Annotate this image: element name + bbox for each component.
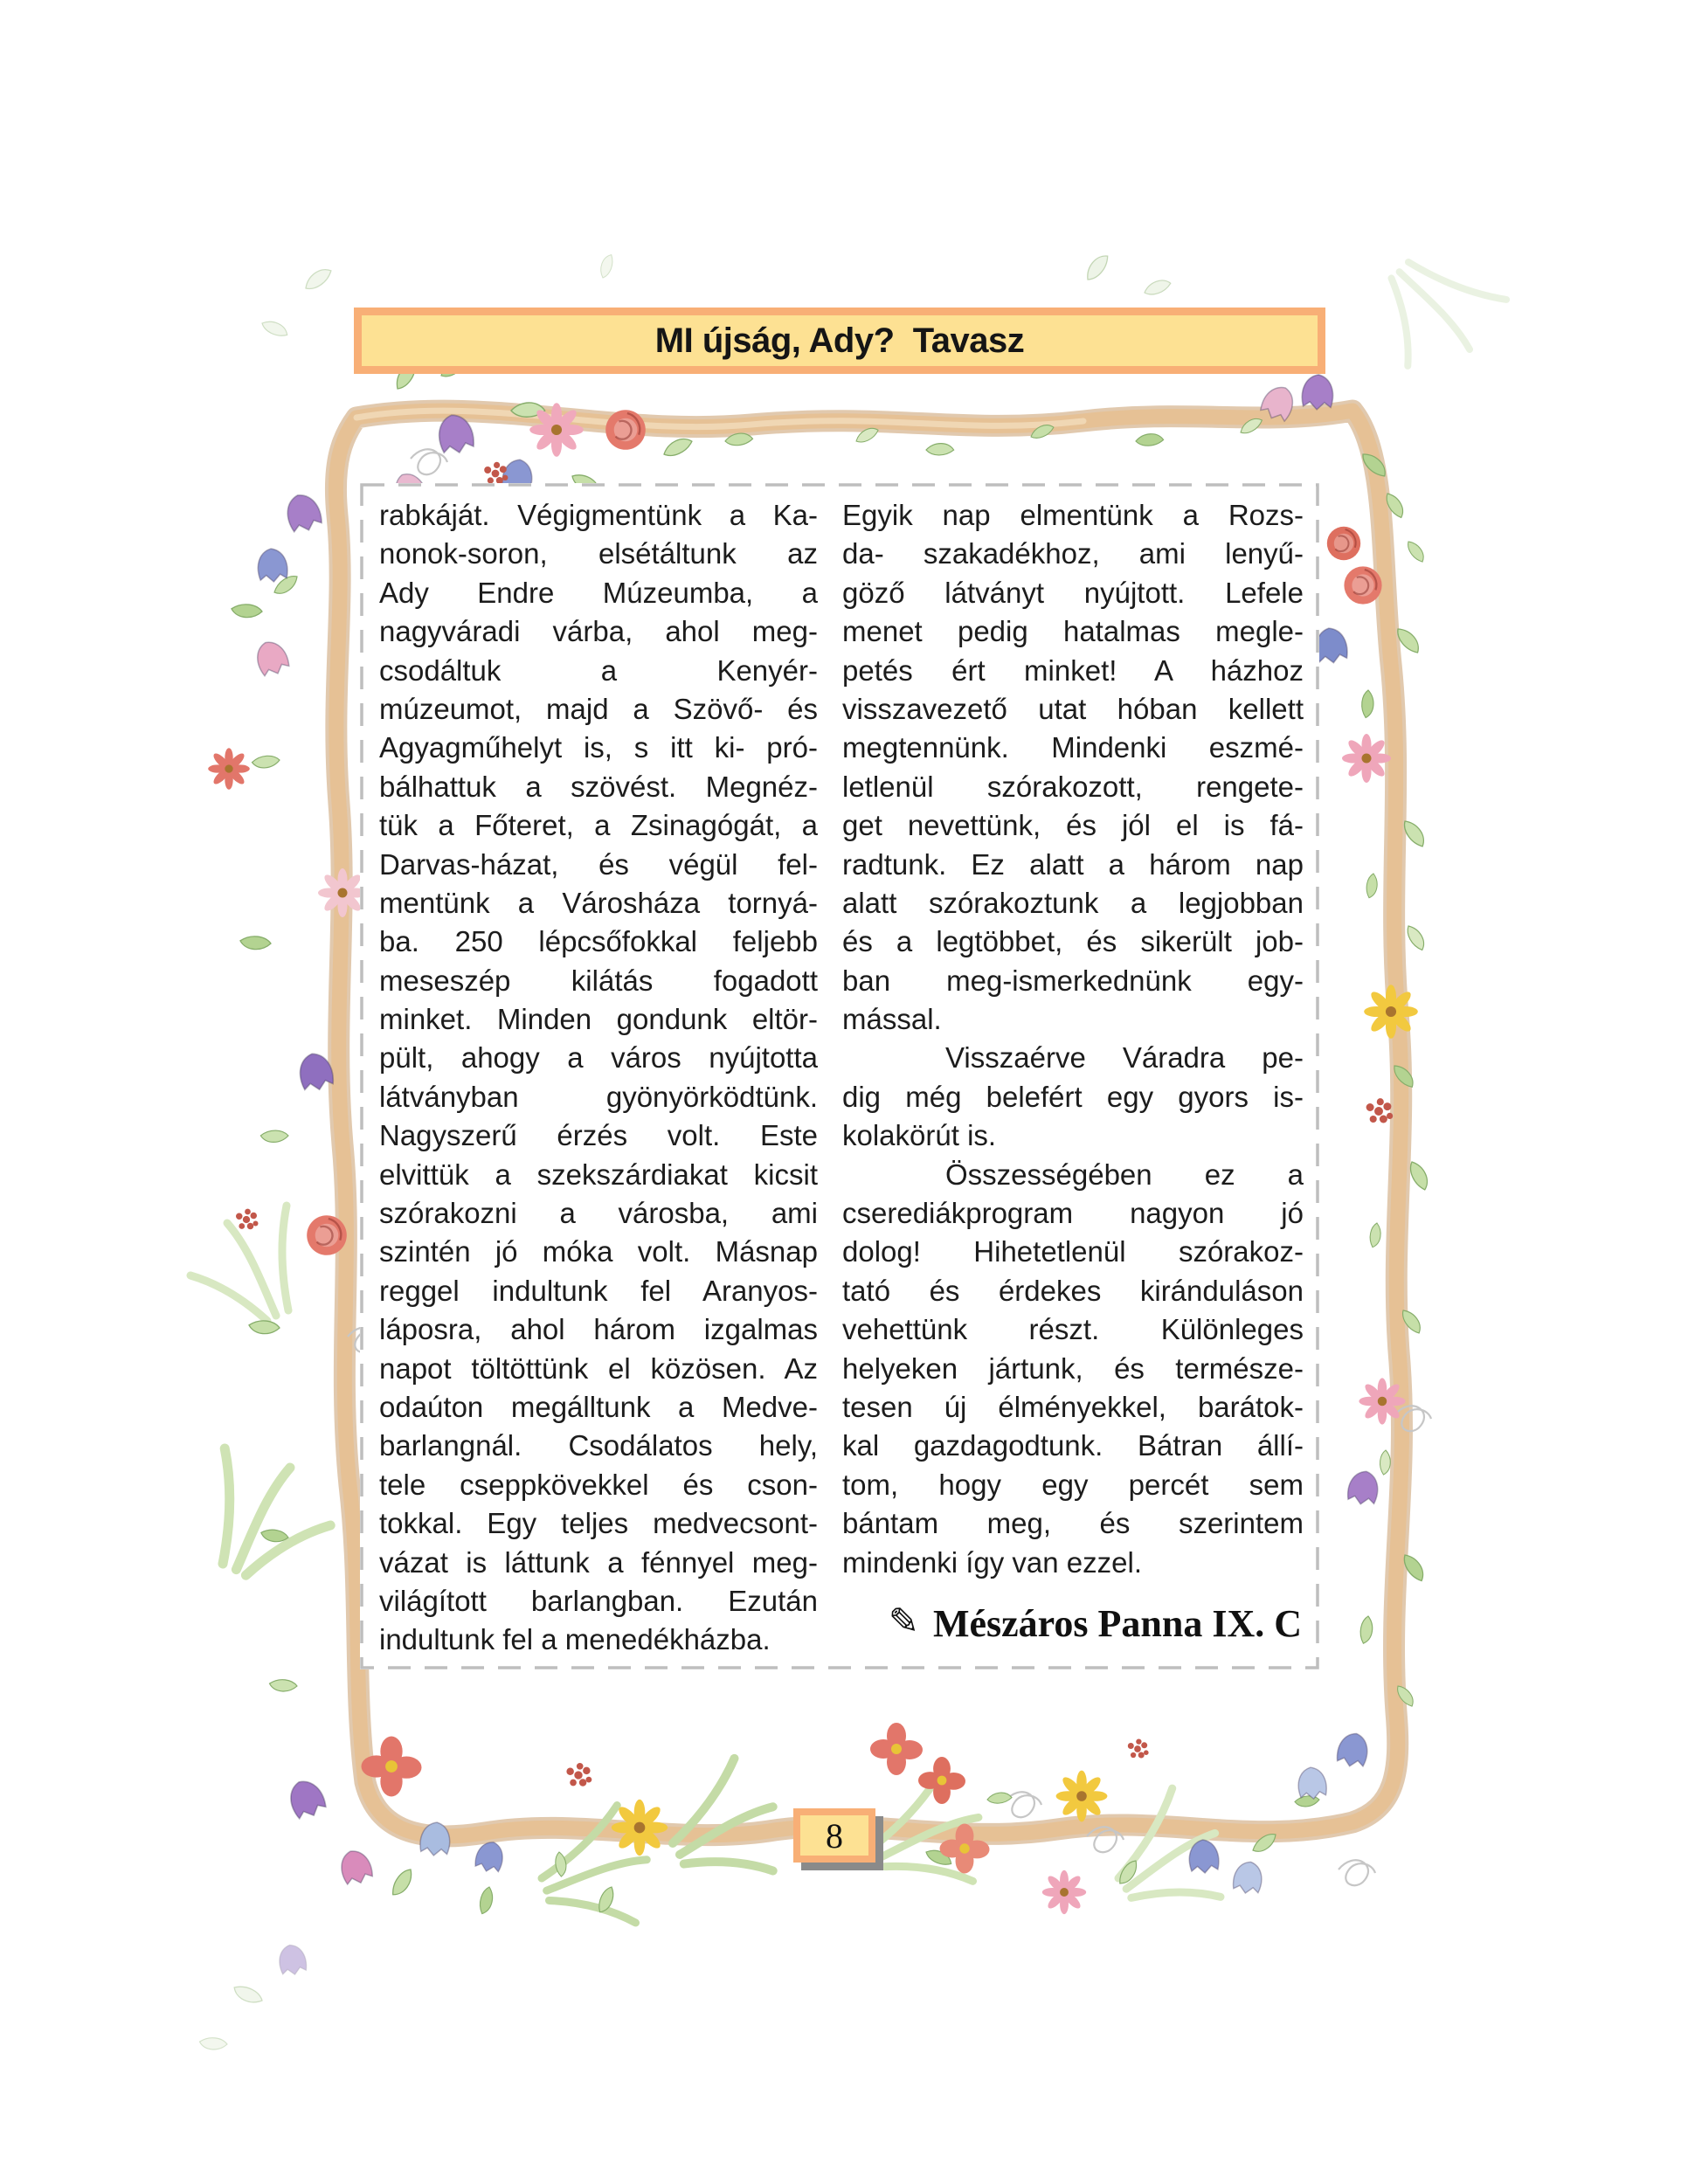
text-line: tele cseppkövekkel és cson- xyxy=(379,1468,818,1501)
text-line: tató és érdekes kiránduláson xyxy=(842,1274,1304,1307)
text-line: szórakozni a városba, ami xyxy=(379,1197,818,1230)
text-line: Visszaérve Váradra pe- xyxy=(945,1041,1304,1075)
text-line: mindenki így van ezzel. xyxy=(842,1545,1143,1579)
text-line: napot töltöttünk el közösen. Az xyxy=(379,1351,818,1385)
text-line: menet pedig hatalmas megle- xyxy=(842,615,1304,648)
text-line: világított barlangban. Ezután xyxy=(379,1584,818,1617)
article-column-right xyxy=(842,496,1304,1669)
text-line: tesen új élményekkel, barátok- xyxy=(842,1390,1304,1423)
text-line: letlenül szórakozott, rengete- xyxy=(842,770,1304,803)
text-line: Egyik nap elmentünk a Rozs- xyxy=(842,499,1304,531)
article-box xyxy=(360,483,1319,1669)
article-column-right-lines xyxy=(842,496,1304,1582)
article-columns xyxy=(360,483,1319,1669)
text-line: dig még belefért egy gyors is- xyxy=(842,1080,1304,1113)
page-number: 8 xyxy=(826,1815,843,1856)
text-line: alatt szórakoztunk a legjobban xyxy=(842,886,1304,919)
text-line: cserediákprogram nagyon jó xyxy=(842,1197,1304,1230)
text-line: pült, ahogy a város nyújtotta xyxy=(379,1041,818,1075)
text-line: megtennünk. Mindenki eszmé- xyxy=(842,731,1304,764)
signature xyxy=(842,1601,1304,1646)
text-line: ban meg-ismerkednünk egy- xyxy=(842,964,1304,997)
text-line: da- szakadékhoz, ami lenyű- xyxy=(842,537,1304,570)
text-line: helyeken jártunk, és természe- xyxy=(842,1351,1304,1385)
text-line: nagyváradi várba, ahol meg- xyxy=(379,615,818,648)
text-line: szintén jó móka volt. Másnap xyxy=(379,1235,818,1268)
text-line: Ady Endre Múzeumba, a xyxy=(379,576,818,609)
text-line: göző látványt nyújtott. Lefele xyxy=(842,576,1304,609)
text-line: bálhattuk a szövést. Megnéz- xyxy=(379,770,818,803)
text-line: tom, hogy egy percét sem xyxy=(842,1468,1304,1501)
text-line: indultunk fel a menedékházba. xyxy=(379,1623,771,1656)
text-line: csodáltuk a Kenyér- xyxy=(379,653,818,687)
text-line: látványban gyönyörködtünk. xyxy=(379,1080,818,1113)
text-line: meseszép kilátás fogadott xyxy=(379,964,818,997)
pencil-icon: ✎ xyxy=(888,1599,919,1642)
text-line: mással. xyxy=(842,1003,942,1036)
text-line: Összességében ez a xyxy=(945,1158,1304,1191)
page-number-box xyxy=(793,1808,875,1863)
text-line: petés ért minket! A házhoz xyxy=(842,653,1304,687)
signature-author: Mészáros Panna IX. C xyxy=(932,1601,1302,1645)
text-line: reggel indultunk fel Aranyos- xyxy=(379,1274,818,1307)
text-line: rabkáját. Végigmentünk a Ka- xyxy=(379,499,818,531)
article-column-left xyxy=(379,496,818,1669)
text-line: ba. 250 lépcsőfokkal feljebb xyxy=(379,925,818,958)
text-line: odaúton megálltunk a Medve- xyxy=(379,1390,818,1423)
text-line: vázat is láttunk a fénnyel meg- xyxy=(379,1545,818,1579)
text-line: dolog! Hihetetlenül szórakoz- xyxy=(842,1235,1304,1268)
text-line: Darvas-házat, és végül fel- xyxy=(379,847,818,881)
text-line: nonok-soron, elsétáltunk az xyxy=(379,537,818,570)
text-line: minket. Minden gondunk eltör- xyxy=(379,1003,818,1036)
text-line: láposra, ahol három izgalmas xyxy=(379,1313,818,1346)
page-title: MI újság, Ady? Tavasz xyxy=(654,321,1025,360)
text-line: barlangnál. Csodálatos hely, xyxy=(379,1429,818,1462)
text-line: mentünk a Városháza tornyá- xyxy=(379,886,818,919)
text-line: Agyagműhelyt is, s itt ki- pró- xyxy=(379,731,818,764)
text-line: kolakörút is. xyxy=(842,1119,997,1152)
text-line: kal gazdagodtunk. Bátran állí- xyxy=(842,1429,1304,1462)
text-line: get nevettünk, és jól el is fá- xyxy=(842,809,1304,842)
text-line: radtunk. Ez alatt a három nap xyxy=(842,847,1304,881)
text-line: Nagyszerű érzés volt. Este xyxy=(379,1119,818,1152)
text-line: vehettünk részt. Különleges xyxy=(842,1313,1304,1346)
text-line: visszavezető utat hóban kellett xyxy=(842,692,1304,725)
text-line: és a legtöbbet, és sikerült job- xyxy=(842,925,1304,958)
text-line: elvittük a szekszárdiakat kicsit xyxy=(379,1158,818,1191)
text-line: tokkal. Egy teljes medvecsont- xyxy=(379,1507,818,1540)
header-banner xyxy=(354,308,1325,374)
text-line: bántam meg, és szerintem xyxy=(842,1507,1304,1540)
text-line: tük a Főteret, a Zsinagógát, a xyxy=(379,809,818,842)
text-line: múzeumot, majd a Szövő- és xyxy=(379,692,818,725)
